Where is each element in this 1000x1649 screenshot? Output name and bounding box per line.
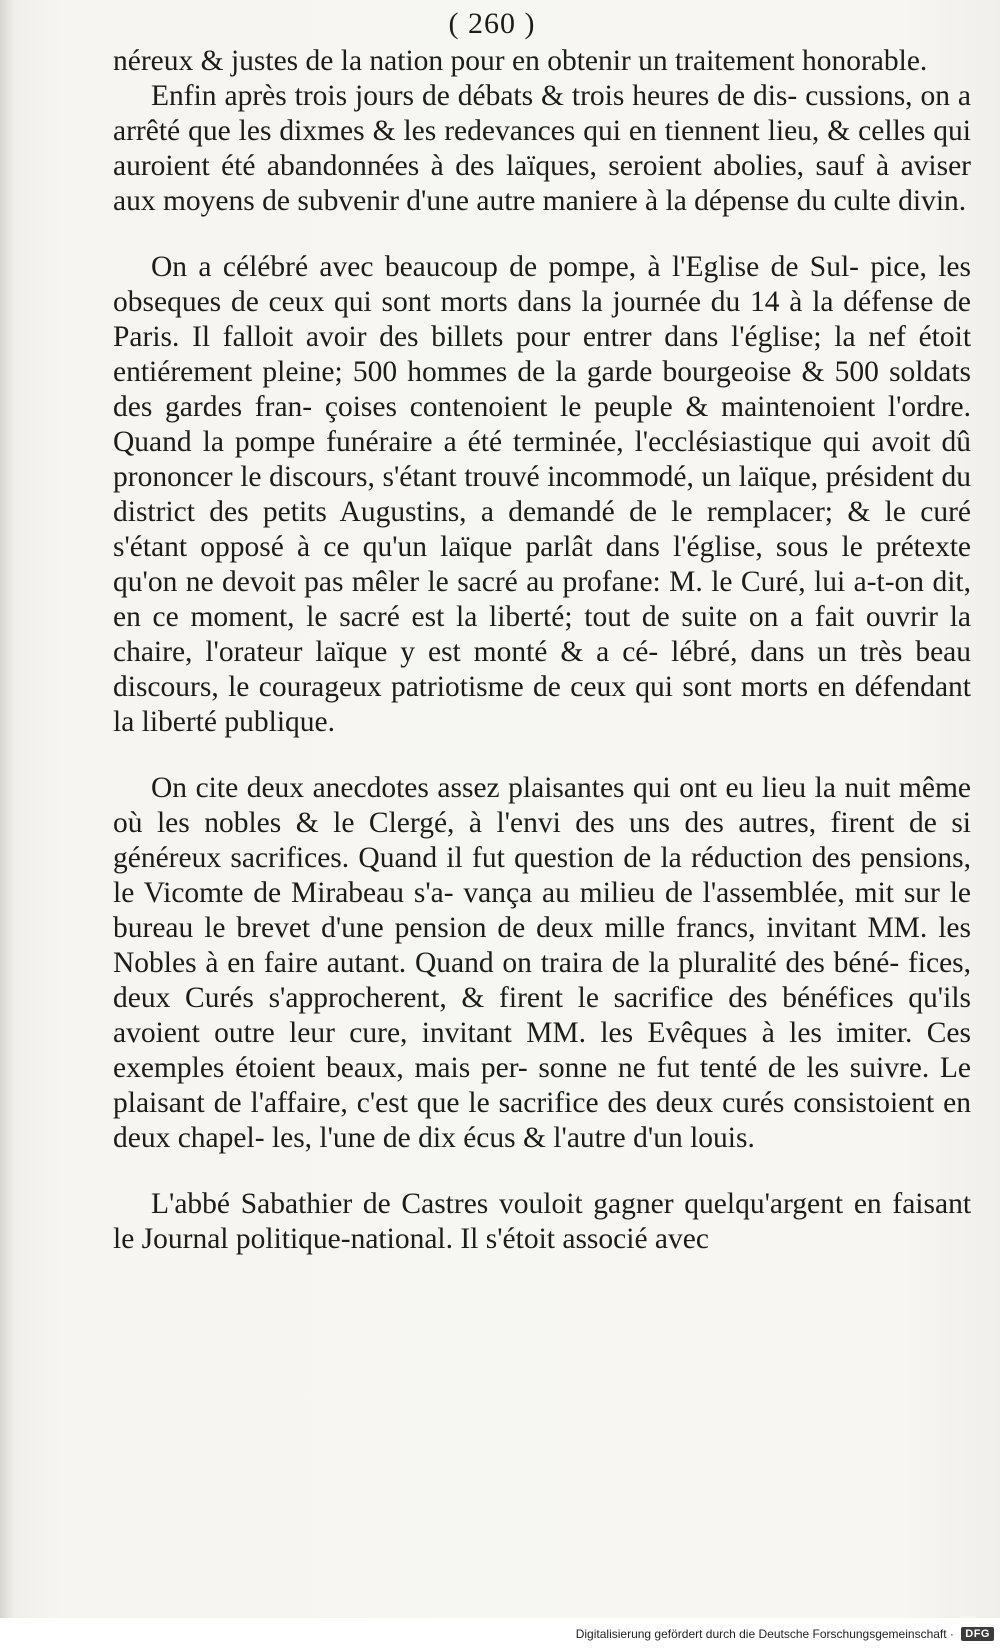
text-line: dû prononcer le discours, s'étant trouvé incommodé, un xyxy=(113,426,972,493)
dfg-logo-icon: DFG xyxy=(961,1627,994,1641)
text-line: les, l'une de dix écus & l'autre d'un louis. xyxy=(271,1122,755,1154)
text-line: L'abbé Sabathier de Castres vouloit gagner quelqu'argent xyxy=(151,1188,844,1220)
text-line: autres, firent de si généreux sacrifices. Quand il fut question xyxy=(113,807,971,874)
text-line: fait ouvrir la chaire, l'orateur laïque y est monté & a cé- xyxy=(113,601,971,668)
text-line: mêler le sacré au profane: M. le Curé, lui a-t-on dit, xyxy=(351,566,971,598)
paragraph-gap xyxy=(113,740,971,771)
paragraph-anecdotes xyxy=(113,771,971,1156)
text-line: On cite deux anecdotes assez plaisantes qui ont eu lieu la xyxy=(151,772,836,804)
text-line: néreux & justes de la nation pour en obtenir un traitement xyxy=(113,45,795,77)
text-line: en ce moment, le sacré est la liberté; tout de suite on a xyxy=(113,601,804,633)
paragraph-obseques xyxy=(113,250,971,740)
text-line: en tiennent lieu, & celles qui auroient été abandonnées à xyxy=(113,115,972,182)
text-line: pice, les obseques de ceux qui sont morts dans la journée xyxy=(113,251,971,318)
text-line: d'une pension de deux mille francs, invitant MM. les Nobles xyxy=(113,912,971,979)
text-line: bénéfices qu'ils avoient outre leur cure, invitant MM. les xyxy=(113,982,971,1049)
text-line: des laïques, seroient abolies, sauf à aviser aux moyens de xyxy=(113,150,972,217)
text-line: de ceux qui sont morts en défendant la liberté publique. xyxy=(113,671,971,738)
text-line: du 14 à la défense de Paris. Il falloit avoir des billets pour xyxy=(113,286,971,353)
text-line: Enfin après trois jours de débats & trois heures de dis- xyxy=(151,80,798,112)
text-line: fices, deux Curés s'approcherent, & firent le sacrifice des xyxy=(113,947,972,1014)
paragraph-sabathier xyxy=(113,1187,971,1257)
text-line: lébré, dans un très beau discours, le courageux patriotisme xyxy=(113,636,972,703)
text-line: On a célébré avec beaucoup de pompe, à l'Eglise de Sul- xyxy=(151,251,859,283)
paragraph-gap xyxy=(113,1156,971,1187)
text-line: sonne ne fut tenté de les suivre. Le plaisant de l'affaire, c'est xyxy=(113,1052,972,1119)
paragraph-gap xyxy=(113,219,971,250)
text-line: entrer dans l'église; la nef étoit entiérement pleine; 500 xyxy=(113,321,972,388)
text-line: subvenir d'une autre maniere à la dépense du culte divin. xyxy=(297,185,967,217)
text-line: de la réduction des pensions, le Vicomte de Mirabeau s'a- xyxy=(113,842,971,909)
text-line: nuit même où les nobles & le Clergé, à l'envi des uns des xyxy=(113,772,972,839)
text-line: vança au milieu de l'assemblée, mit sur le bureau le brevet xyxy=(113,877,972,944)
text-line: çoises contenoient le peuple & maintenoient l'ordre. Quand xyxy=(113,391,972,458)
text-line: parlât dans l'église, sous le prétexte qu'on ne devoit pas xyxy=(113,531,972,598)
page-text-block xyxy=(113,0,971,1257)
text-line: à en faire autant. Quand on traira de la pluralité des béné- xyxy=(205,947,900,979)
text-line: laïque, président du district des petits Augustins, a demandé xyxy=(113,461,972,528)
text-line: cussions, on a arrêté que les dixmes & les redevances qui xyxy=(113,80,972,147)
text-line: Evêques à les imiter. Ces exemples étoient beaux, mais per- xyxy=(113,1017,971,1084)
page-number: ( 260 ) xyxy=(448,7,536,40)
paragraph-continuation xyxy=(113,44,971,79)
text-line: que le sacrifice des deux curés consistoient en deux chapel- xyxy=(113,1087,971,1154)
text-line: la pompe funéraire a été terminée, l'ecclésiastique qui avoit xyxy=(202,426,931,458)
text-line: honorable. xyxy=(801,45,928,77)
paragraph-dixmes xyxy=(113,79,971,219)
text-line: hommes de la garde bourgeoise & 500 soldats des gardes fran- xyxy=(113,356,972,423)
binding-edge-shadow xyxy=(0,0,14,1618)
text-line: en faisant le Journal politique-national. Il s'étoit associé avec xyxy=(113,1188,972,1255)
footer-separator: · xyxy=(946,1626,958,1641)
text-line: de le remplacer; & le curé s'étant opposé à ce qu'un laïque xyxy=(113,496,971,563)
digitization-footer xyxy=(0,1618,1000,1649)
footer-credit: Digitalisierung gefördert durch die Deutsche Forschungsgemeinschaft xyxy=(575,1626,947,1641)
